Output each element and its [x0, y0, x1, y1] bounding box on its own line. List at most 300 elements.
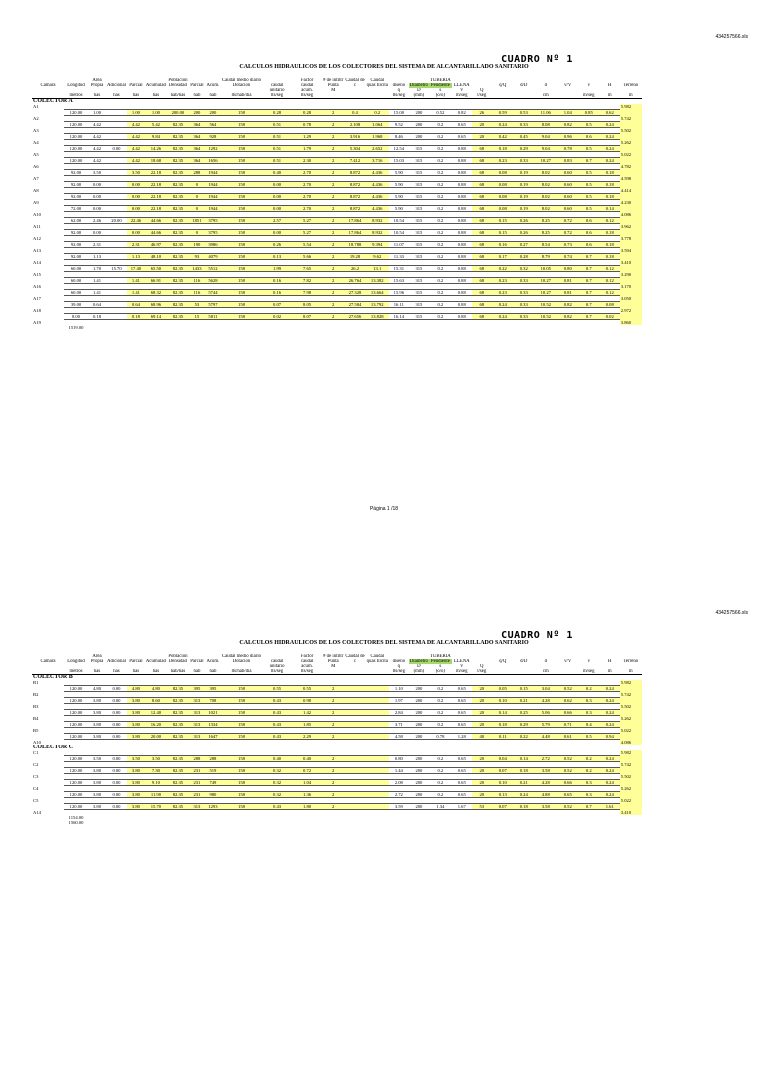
- data-cell: 0.2: [429, 266, 452, 272]
- data-cell: 0.66: [558, 710, 578, 716]
- data-cell: 2: [322, 218, 344, 224]
- data-cell: 66.91: [145, 278, 167, 284]
- empty-cell: [472, 810, 492, 816]
- empty-cell: [322, 320, 344, 326]
- data-cell: 8.02: [534, 182, 558, 188]
- data-cell: 315: [409, 230, 429, 236]
- total-length: 1519.00: [68, 325, 84, 330]
- data-cell: 82.35: [167, 266, 189, 272]
- data-cell: 0.00: [106, 780, 127, 786]
- header-cell: q: [397, 664, 401, 669]
- data-cell: 0.55: [292, 686, 322, 692]
- data-cell: 313: [189, 722, 205, 728]
- data-cell: 158: [221, 158, 262, 164]
- data-cell: 0.33: [514, 122, 534, 128]
- header-cell: Factor: [300, 78, 314, 83]
- data-cell: 0.25: [514, 710, 534, 716]
- data-cell: 4.80: [145, 686, 167, 692]
- data-cell: 1.00: [88, 110, 106, 116]
- data-cell: 2.57: [262, 218, 292, 224]
- data-cell: 0.24: [600, 122, 620, 128]
- header-cell: Pendiente: [430, 659, 450, 664]
- data-cell: 120.00: [64, 722, 88, 728]
- data-cell: 0.24: [600, 722, 620, 728]
- empty-cell: [127, 810, 145, 816]
- data-cell: 2: [322, 768, 344, 774]
- data-cell: 0.00: [88, 194, 106, 200]
- header-cell: has: [106, 669, 127, 675]
- data-cell: 5744: [205, 290, 221, 296]
- data-cell: 0.42: [492, 134, 514, 140]
- terrain-cell: 3.410: [620, 260, 642, 266]
- data-cell: 0: [189, 182, 205, 188]
- data-cell: 0.02: [600, 314, 620, 320]
- terrain-cell: 5.982: [620, 750, 642, 756]
- data-cell: 315: [409, 194, 429, 200]
- data-cell: 82.35: [167, 804, 189, 810]
- data-cell: 0.12: [600, 266, 620, 272]
- data-cell: 1.99: [262, 266, 292, 272]
- empty-cell: [127, 320, 145, 326]
- data-cell: 5628: [205, 278, 221, 284]
- header-cell: hab: [189, 93, 205, 99]
- data-cell: 8.872: [344, 206, 365, 212]
- data-cell: 0.18: [127, 314, 145, 320]
- data-cell: 0.7: [578, 278, 600, 284]
- data-cell: 0.15: [492, 230, 514, 236]
- data-cell: 3.71: [389, 722, 409, 728]
- header-cell: Q: [480, 88, 484, 93]
- data-cell: 2.08: [389, 780, 409, 786]
- empty-cell: [106, 320, 127, 326]
- data-cell: 3986: [205, 242, 221, 248]
- data-cell: 0.88: [452, 158, 472, 164]
- data-cell: 0.78: [292, 122, 322, 128]
- empty-cell: [292, 810, 322, 816]
- data-cell: 0.65: [558, 792, 578, 798]
- data-cell: 0.13: [492, 792, 514, 798]
- data-cell: 0.65: [452, 780, 472, 786]
- data-cell: 0.43: [262, 698, 292, 704]
- chamber-label: A19: [33, 319, 41, 325]
- header-cell: d/D: [520, 83, 528, 88]
- data-cell: 68: [472, 170, 492, 176]
- data-cell: 0.88: [452, 194, 472, 200]
- header-cell: Acumulad: [145, 659, 166, 664]
- data-cell: 2: [322, 710, 344, 716]
- empty-cell: [32, 820, 64, 825]
- data-cell: 0.08: [492, 194, 514, 200]
- data-cell: 120.00: [64, 792, 88, 798]
- chamber-label: A16: [33, 284, 41, 289]
- data-cell: 82.35: [167, 710, 189, 716]
- data-cell: 68: [472, 194, 492, 200]
- data-cell: 0.62: [558, 698, 578, 704]
- header-cell: V: [460, 88, 464, 93]
- empty-cell: [145, 810, 167, 816]
- data-cell: 2: [322, 722, 344, 728]
- data-cell: 0.60: [558, 182, 578, 188]
- data-cell: 22.18: [145, 194, 167, 200]
- data-cell: 2: [322, 314, 344, 320]
- data-cell: 5.42: [145, 122, 167, 128]
- data-cell: 0.3: [578, 792, 600, 798]
- data-cell: 2.70: [292, 194, 322, 200]
- data-cell: 18.788: [344, 242, 365, 248]
- data-cell: 82.35: [167, 242, 189, 248]
- terrain-cell: 5.022: [620, 728, 642, 734]
- data-cell: 0.24: [492, 314, 514, 320]
- data-cell: 0.00: [106, 756, 127, 762]
- data-cell: 0.2: [429, 122, 452, 128]
- empty-cell: [189, 810, 205, 816]
- data-cell: 0.5: [578, 182, 600, 188]
- data-cell: 1.28: [452, 734, 472, 740]
- data-cell: 0.00: [88, 230, 106, 236]
- data-cell: 0.24: [600, 146, 620, 152]
- data-cell: 120.00: [64, 698, 88, 704]
- data-cell: 0.52: [558, 804, 578, 810]
- empty-cell: [366, 320, 389, 326]
- data-cell: 3795: [205, 230, 221, 236]
- data-cell: 3.50: [127, 170, 145, 176]
- data-cell: 120.00: [64, 158, 88, 164]
- data-cell: 200: [409, 710, 429, 716]
- data-cell: 0.64: [127, 302, 145, 308]
- terrain-cell: 5.742: [620, 762, 642, 768]
- data-cell: 82.35: [167, 158, 189, 164]
- data-cell: 0.88: [452, 290, 472, 296]
- data-cell: 0.04: [492, 756, 514, 762]
- data-cell: 158: [221, 734, 262, 740]
- header-cell: m/seg: [578, 669, 600, 675]
- data-cell: 4.58: [389, 734, 409, 740]
- data-cell: 5.90: [389, 182, 409, 188]
- data-cell: 0.00: [127, 182, 145, 188]
- header-cell: lts/seg: [262, 93, 292, 99]
- chamber-label: B5: [33, 728, 39, 733]
- header-cell: Terreno: [623, 659, 639, 664]
- data-cell: 5.27: [292, 230, 322, 236]
- data-cell: 11.06: [534, 110, 558, 116]
- terrain-cell: 3.962: [620, 224, 642, 230]
- data-cell: 200: [409, 686, 429, 692]
- data-cell: 0.21: [514, 698, 534, 704]
- data-cell: 0.24: [600, 792, 620, 798]
- data-cell: 8.25: [534, 218, 558, 224]
- header-cell: Longitud: [67, 83, 85, 88]
- empty-cell: [600, 320, 620, 326]
- data-cell: 68.96: [145, 302, 167, 308]
- header-cell: caudal: [300, 659, 314, 664]
- data-cell: 0.2: [429, 254, 452, 260]
- header-cell: caudal: [270, 83, 284, 88]
- cuadro-title: CUADRO Nº 1: [501, 54, 573, 65]
- data-cell: 1334: [205, 722, 221, 728]
- data-cell: 5.66: [292, 254, 322, 260]
- data-cell: 0.24: [600, 710, 620, 716]
- data-cell: 46.97: [145, 242, 167, 248]
- data-cell: 3.80: [127, 768, 145, 774]
- data-cell: 200: [409, 768, 429, 774]
- data-cell: 15.96: [389, 290, 409, 296]
- data-cell: 313: [189, 734, 205, 740]
- data-cell: 92.00: [64, 254, 88, 260]
- header-cell: d: [544, 83, 547, 88]
- terrain-cell: 5.262: [620, 716, 642, 722]
- header-cell: q: [397, 88, 401, 93]
- data-cell: 1.97: [389, 698, 409, 704]
- data-cell: 8.05: [292, 302, 322, 308]
- data-cell: 2: [322, 804, 344, 810]
- data-cell: 0: [189, 230, 205, 236]
- data-cell: 0.4: [578, 722, 600, 728]
- data-cell: 0.5: [578, 146, 600, 152]
- data-cell: 20: [472, 710, 492, 716]
- data-cell: 0.66: [558, 780, 578, 786]
- data-cell: 3.80: [127, 698, 145, 704]
- data-cell: 7.82: [292, 278, 322, 284]
- data-cell: 200: [409, 780, 429, 786]
- data-cell: 0.72: [292, 768, 322, 774]
- data-cell: 0.2: [429, 290, 452, 296]
- data-cell: 0.59: [492, 110, 514, 116]
- header-cell: Cámara: [40, 659, 56, 664]
- data-cell: 1.13: [88, 254, 106, 260]
- data-cell: 68: [472, 146, 492, 152]
- data-cell: 120.00: [64, 804, 88, 810]
- data-cell: 1.80: [292, 804, 322, 810]
- data-cell: 26: [472, 110, 492, 116]
- data-cell: 0.18: [600, 170, 620, 176]
- data-cell: 0.51: [262, 134, 292, 140]
- data-cell: 1.70: [88, 266, 106, 272]
- header-cell: s: [439, 664, 442, 669]
- header-cell: hab: [205, 93, 221, 99]
- data-cell: 93: [189, 254, 205, 260]
- header-cell: Parcial: [190, 83, 204, 88]
- data-cell: 68: [472, 242, 492, 248]
- header-cell: Acum.: [206, 83, 220, 88]
- data-cell: 1433: [189, 266, 205, 272]
- data-cell: 2: [322, 254, 344, 260]
- data-cell: 158: [221, 302, 262, 308]
- data-cell: 200: [409, 122, 429, 128]
- data-cell: 0.65: [452, 710, 472, 716]
- header-cell: has: [145, 93, 167, 99]
- data-cell: 2: [322, 698, 344, 704]
- data-cell: 0.00: [262, 230, 292, 236]
- data-cell: 62.00: [64, 218, 88, 224]
- data-cell: 20: [472, 768, 492, 774]
- header-cell: has: [145, 669, 167, 675]
- data-cell: 980: [205, 792, 221, 798]
- data-cell: 11.90: [145, 792, 167, 798]
- data-cell: 200: [409, 110, 429, 116]
- data-cell: 82.35: [167, 134, 189, 140]
- empty-cell: [429, 810, 452, 816]
- data-cell: 2: [322, 170, 344, 176]
- data-cell: 190: [189, 242, 205, 248]
- empty-cell: [221, 810, 262, 816]
- data-cell: 0.11: [492, 734, 514, 740]
- header-cell: caudal: [300, 83, 314, 88]
- data-cell: 0.2: [429, 134, 452, 140]
- data-cell: 0.7: [578, 266, 600, 272]
- header-cell: m: [620, 669, 642, 675]
- data-cell: 364: [189, 146, 205, 152]
- data-cell: 315: [409, 266, 429, 272]
- header-cell: Acumulad: [145, 83, 166, 88]
- terrain-cell: 3.778: [620, 236, 642, 242]
- terrain-cell: 3.860: [620, 320, 642, 326]
- data-cell: 8.54: [534, 242, 558, 248]
- chamber-label: B4: [33, 716, 39, 721]
- hydraulic-table-page-2: [32, 654, 642, 825]
- data-cell: 7.412: [344, 158, 365, 164]
- data-cell: 0.2: [429, 302, 452, 308]
- data-cell: 0.19: [514, 170, 534, 176]
- data-cell: 0.24: [600, 756, 620, 762]
- data-cell: 68.32: [145, 290, 167, 296]
- data-cell: 3.80: [127, 804, 145, 810]
- data-cell: 3.716: [366, 158, 389, 164]
- data-cell: 0.08: [492, 170, 514, 176]
- data-cell: 315: [409, 302, 429, 308]
- data-cell: 116: [189, 290, 205, 296]
- data-cell: 0.60: [558, 170, 578, 176]
- data-cell: 120.00: [64, 768, 88, 774]
- data-cell: 14.26: [145, 146, 167, 152]
- data-cell: 364: [189, 134, 205, 140]
- data-cell: 27.584: [344, 302, 365, 308]
- header-cell: Caudal de: [345, 78, 365, 83]
- header-cell: metros: [64, 669, 88, 675]
- data-cell: 0.2: [429, 194, 452, 200]
- header-cell: lts/hab/dia: [221, 669, 262, 675]
- data-cell: 0.82: [452, 110, 472, 116]
- chamber-label: A11: [33, 224, 41, 229]
- data-cell: 2.70: [292, 170, 322, 176]
- data-cell: 0.88: [452, 302, 472, 308]
- data-cell: 1656: [205, 158, 221, 164]
- data-cell: 158: [221, 170, 262, 176]
- data-cell: 364: [189, 122, 205, 128]
- chamber-label: A7: [33, 176, 39, 181]
- data-cell: 0.82: [558, 314, 578, 320]
- header-cell: TUBERIA: [429, 654, 451, 659]
- header-cell: unitario: [269, 664, 285, 669]
- data-cell: 231: [189, 768, 205, 774]
- data-cell: 20: [472, 134, 492, 140]
- data-cell: 0.12: [600, 218, 620, 224]
- data-cell: 8.02: [534, 194, 558, 200]
- data-cell: 120.00: [64, 686, 88, 692]
- data-cell: 15.70: [145, 804, 167, 810]
- data-cell: 2: [322, 686, 344, 692]
- data-cell: 158: [221, 780, 262, 786]
- header-cell: Propia: [90, 659, 104, 664]
- data-cell: 19.28: [344, 254, 365, 260]
- empty-cell: [205, 810, 221, 816]
- data-cell: 9.04: [534, 134, 558, 140]
- calc-table: [32, 78, 642, 330]
- data-cell: 116: [189, 278, 205, 284]
- data-cell: 0.14: [600, 206, 620, 212]
- header-cell: acum.: [301, 88, 313, 93]
- data-cell: 1.00: [127, 110, 145, 116]
- header-cell: lts/seg: [262, 669, 292, 675]
- data-cell: 0.08: [492, 206, 514, 212]
- data-cell: 3.58: [534, 768, 558, 774]
- data-cell: 13.382: [366, 278, 389, 284]
- data-cell: 22.18: [145, 182, 167, 188]
- data-cell: 1.968: [366, 134, 389, 140]
- data-cell: 0.88: [452, 278, 472, 284]
- data-cell: 0.16: [492, 242, 514, 248]
- data-cell: 0.33: [514, 278, 534, 284]
- header-cell: lts/seg: [292, 93, 322, 99]
- empty-cell: [262, 320, 292, 326]
- data-cell: 120.00: [64, 134, 88, 140]
- data-cell: 10.54: [389, 218, 409, 224]
- chamber-label: A15: [33, 272, 41, 277]
- data-cell: 20: [472, 792, 492, 798]
- data-cell: 16.11: [389, 302, 409, 308]
- data-cell: 315: [409, 314, 429, 320]
- data-cell: 48.10: [145, 254, 167, 260]
- chamber-label: A5: [33, 152, 39, 157]
- data-cell: 8.79: [534, 254, 558, 260]
- data-cell: 20: [472, 698, 492, 704]
- data-cell: 3.80: [88, 768, 106, 774]
- data-cell: 0.3: [578, 780, 600, 786]
- data-cell: 16.20: [145, 722, 167, 728]
- data-cell: 4.42: [127, 122, 145, 128]
- data-cell: 749: [205, 780, 221, 786]
- data-cell: 10.05: [534, 266, 558, 272]
- data-cell: 2: [322, 290, 344, 296]
- data-cell: 0.40: [262, 756, 292, 762]
- data-cell: 0.16: [262, 278, 292, 284]
- empty-cell: [292, 320, 322, 326]
- data-cell: 68: [472, 182, 492, 188]
- data-cell: 20: [472, 722, 492, 728]
- empty-cell: [32, 325, 64, 330]
- data-cell: 0.22: [514, 734, 534, 740]
- data-cell: 0.14: [492, 710, 514, 716]
- data-cell: 120.00: [64, 122, 88, 128]
- chamber-label: A9: [33, 200, 39, 205]
- header-cell: Acum.: [206, 659, 220, 664]
- data-cell: 20.00: [106, 218, 127, 224]
- data-cell: 0.6: [578, 218, 600, 224]
- data-cell: 1292: [205, 146, 221, 152]
- header-cell: has: [106, 93, 127, 99]
- chamber-label: A6: [33, 164, 39, 169]
- data-cell: 2.46: [88, 218, 106, 224]
- data-cell: 0.08: [492, 182, 514, 188]
- header-cell: v/V: [564, 83, 572, 88]
- chamber-label: C3: [33, 774, 39, 779]
- data-cell: 0.19: [514, 194, 534, 200]
- data-cell: 0.00: [106, 698, 127, 704]
- data-cell: 0.27: [514, 242, 534, 248]
- data-cell: 3.59: [389, 804, 409, 810]
- data-cell: 0.3: [578, 710, 600, 716]
- data-cell: 22.18: [145, 206, 167, 212]
- data-cell: 200: [409, 756, 429, 762]
